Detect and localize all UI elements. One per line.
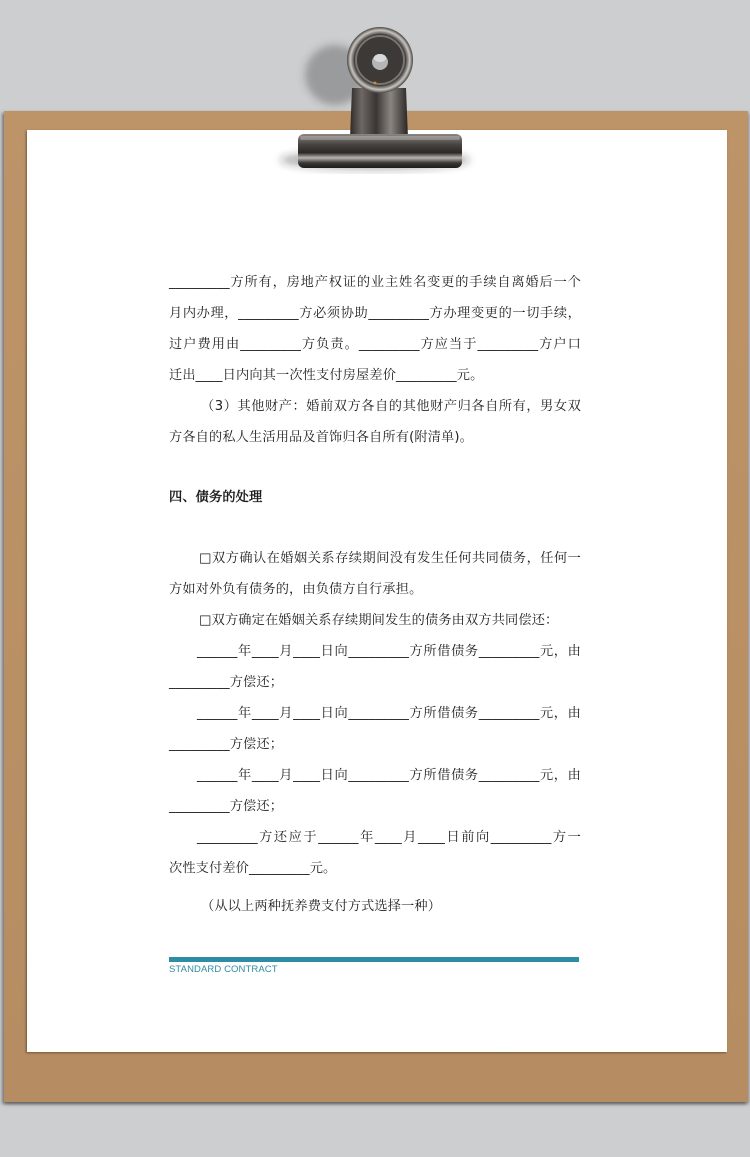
payment-line: 次性支付差价_________元。 — [169, 861, 337, 876]
paragraph-line: _________方所有，房地产权证的业主姓名变更的手续自离婚后一个 — [169, 275, 581, 290]
paragraph-line: 过户费用由_________方负责。_________方应当于_________方户口 — [169, 337, 581, 352]
paragraph-line: 迁出____日内向其一次性支付房屋差价_________元。 — [169, 368, 484, 383]
section-heading: 四、债务的处理 — [169, 490, 263, 505]
checkbox-paragraph-line: □双方确定在婚姻关系存续期间发生的债务由双方共同偿还： — [199, 613, 559, 628]
debt-entry-line: ______年____月____日向_________方所借债务_________元，由 — [197, 706, 581, 721]
footer-label: STANDARD CONTRACT — [169, 964, 278, 975]
debt-repayer-line: _________方偿还； — [169, 675, 284, 690]
debt-entry-line: ______年____月____日向_________方所借债务_________元，由 — [197, 768, 581, 783]
paragraph-line: （3）其他财产：婚前双方各自的其他财产归各自所有，男女双 — [201, 399, 581, 414]
debt-entry-line: ______年____月____日向_________方所借债务_________元，由 — [197, 644, 581, 659]
payment-line: _________方还应于______年____月____日前向_________方一 — [197, 830, 581, 845]
paragraph-line: 方各自的私人生活用品及首饰归各自所有(附清单)。 — [169, 430, 474, 445]
checkbox-paragraph-line: □双方确认在婚姻关系存续期间没有发生任何共同债务，任何一 — [199, 551, 581, 566]
debt-repayer-line: _________方偿还； — [169, 737, 284, 752]
footer-rule — [169, 957, 579, 962]
paragraph-line: 方如对外负有债务的，由负债方自行承担。 — [169, 582, 423, 597]
paragraph-line: 月内办理，_________方必须协助_________方办理变更的一切手续， — [169, 306, 581, 321]
note-line: （从以上两种抚养费支付方式选择一种） — [201, 899, 442, 914]
debt-repayer-line: _________方偿还； — [169, 799, 284, 814]
